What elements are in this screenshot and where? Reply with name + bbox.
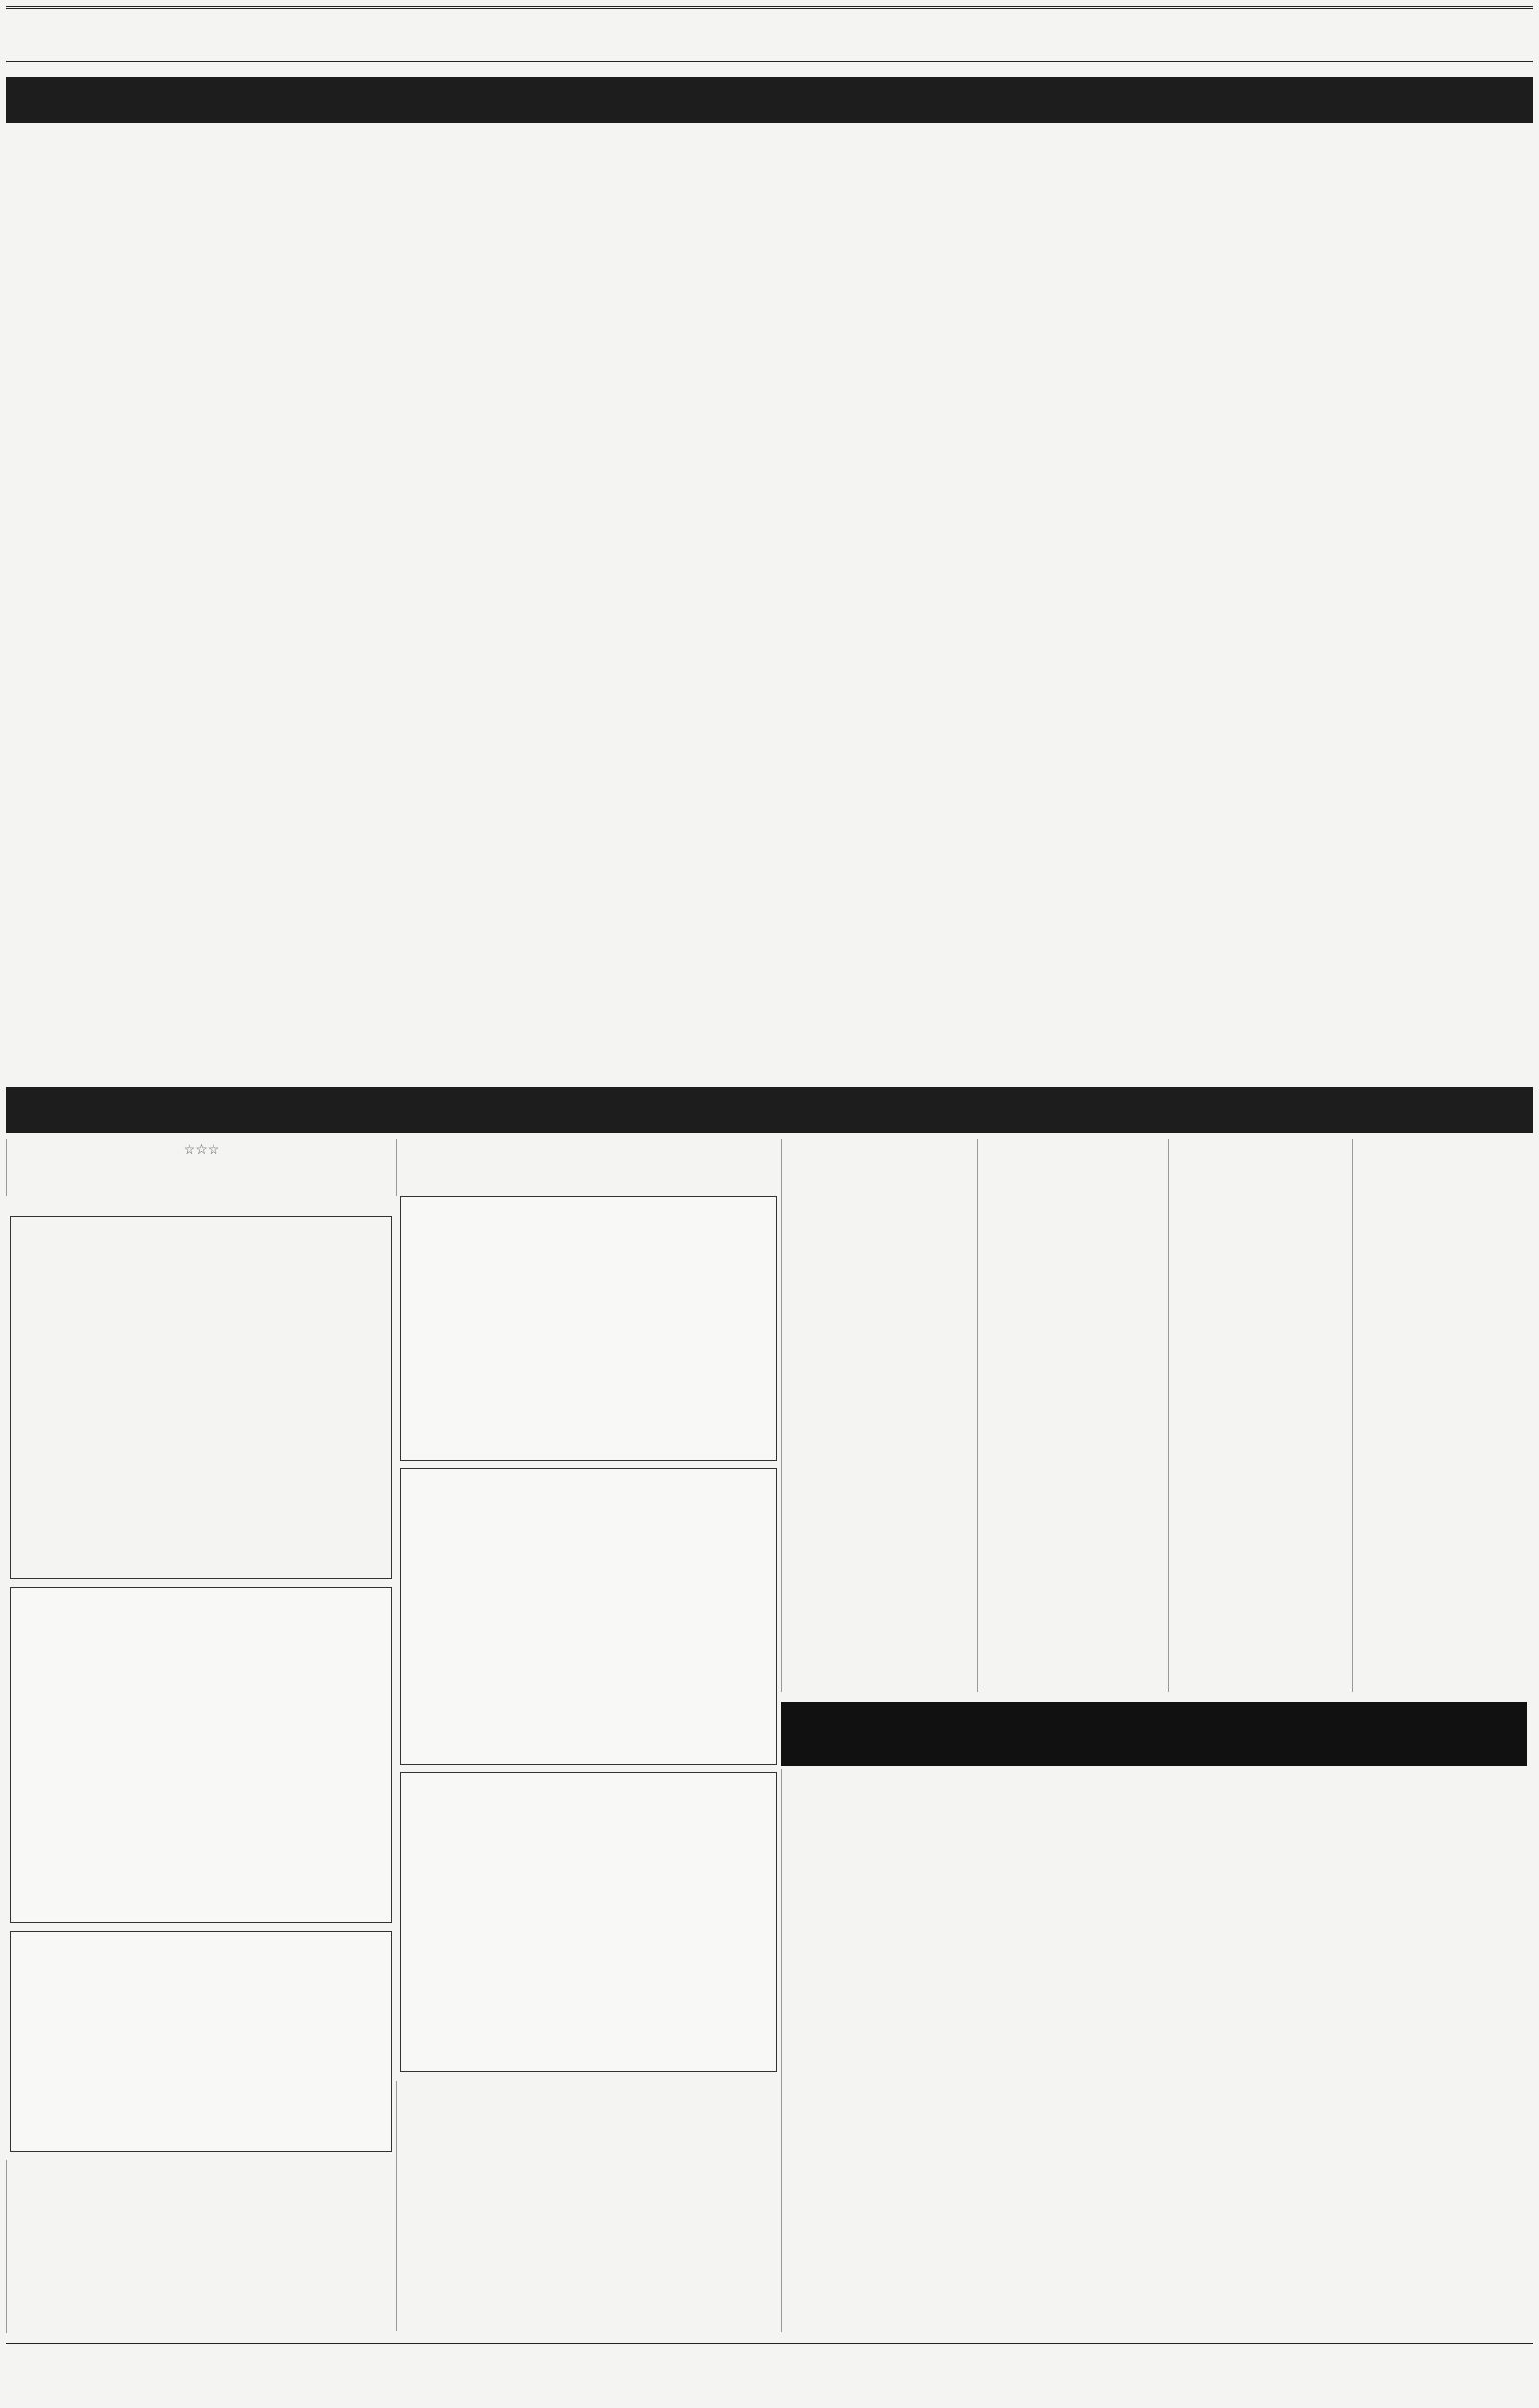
uk-story-column <box>781 1769 1533 2332</box>
lower-column-3 <box>977 1139 1168 1692</box>
masthead <box>6 6 1533 63</box>
urdu-heirs-notice <box>10 1216 392 1579</box>
print-line-footer <box>6 2343 1533 2402</box>
lower-column-mid-top <box>396 1139 781 1196</box>
stars-icon: ☆☆☆ <box>183 1142 220 1158</box>
lower-column-right <box>1352 1139 1533 1692</box>
top-news-section <box>6 129 1533 1081</box>
headline-uk-story <box>781 1702 1527 1766</box>
public-notice-salik <box>400 1196 777 1461</box>
public-notice-almeera <box>400 1772 777 2072</box>
public-notice-azaan <box>400 1468 777 1765</box>
electricity-transfer-notice <box>10 1931 392 2152</box>
continuation-banner-middle <box>6 1087 1533 1133</box>
lower-column-2 <box>1168 1139 1352 1692</box>
public-notice-ubaidullah <box>10 1587 392 1923</box>
lower-column-4 <box>781 1139 977 1692</box>
lower-column-left-bottom <box>6 2160 396 2333</box>
lower-column-left-top <box>6 1139 396 1196</box>
lower-column-mid-bottom <box>396 2081 781 2331</box>
continuation-banner-top <box>6 77 1533 123</box>
